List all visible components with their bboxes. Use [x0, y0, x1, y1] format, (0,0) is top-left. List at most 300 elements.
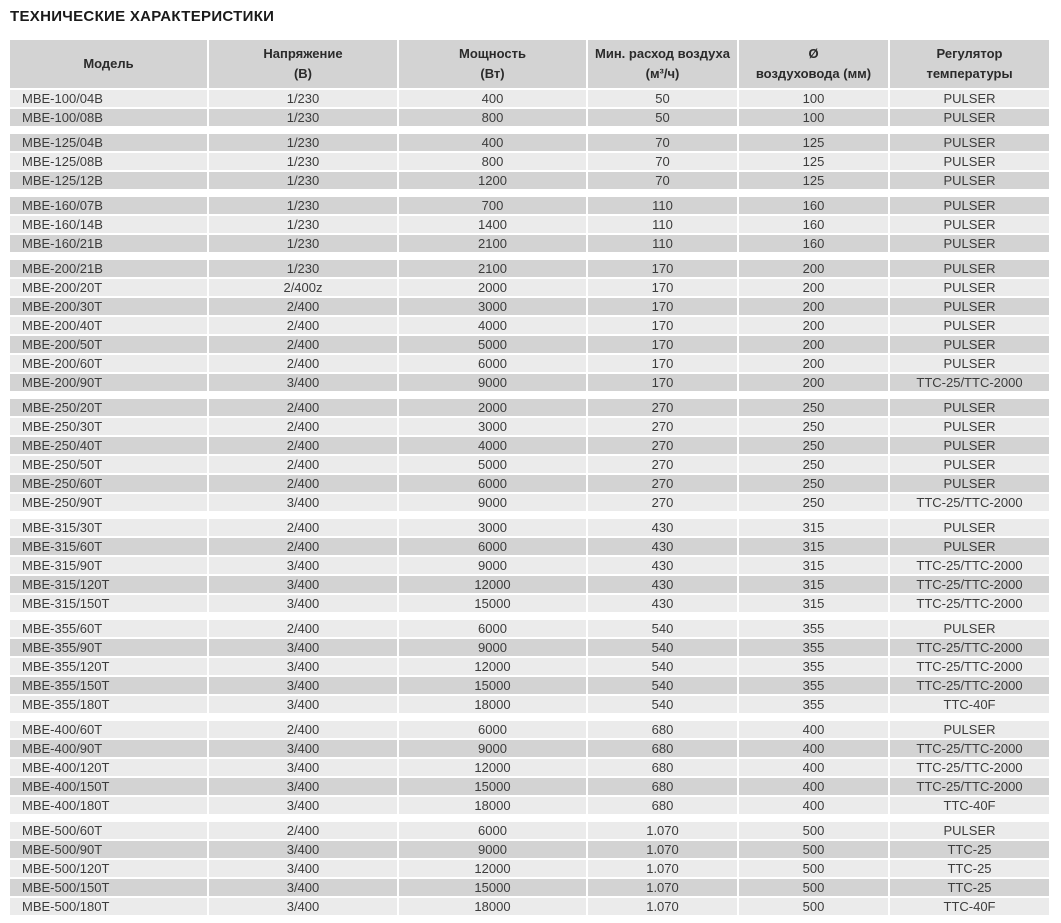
cell-voltage: 3/400 [209, 639, 397, 656]
cell-regulator: PULSER [890, 260, 1049, 277]
cell-model: MBE-355/150T [10, 677, 207, 694]
cell-voltage: 3/400 [209, 759, 397, 776]
cell-power: 9000 [399, 557, 586, 574]
cell-regulator: PULSER [890, 90, 1049, 107]
cell-voltage: 2/400 [209, 355, 397, 372]
cell-voltage: 1/230 [209, 216, 397, 233]
cell-voltage: 2/400 [209, 519, 397, 536]
cell-power: 6000 [399, 721, 586, 738]
cell-regulator: TTC-25/TTC-2000 [890, 677, 1049, 694]
cell-voltage: 2/400 [209, 317, 397, 334]
group-spacer-cell [10, 614, 1049, 618]
cell-regulator: PULSER [890, 437, 1049, 454]
col-header-power-line2: (Вт) [480, 66, 505, 81]
table-row [10, 639, 1049, 656]
cell-model: MBE-355/60T [10, 620, 207, 637]
cell-model: MBE-200/60T [10, 355, 207, 372]
cell-power: 3000 [399, 298, 586, 315]
cell-voltage: 3/400 [209, 677, 397, 694]
cell-diameter: 400 [739, 759, 888, 776]
cell-model: MBE-200/20T [10, 279, 207, 296]
table-row [10, 519, 1049, 536]
cell-voltage: 2/400 [209, 822, 397, 839]
cell-regulator: TTC-25/TTC-2000 [890, 494, 1049, 511]
cell-power: 5000 [399, 456, 586, 473]
cell-model: MBE-200/50T [10, 336, 207, 353]
group-spacer-cell [10, 715, 1049, 719]
cell-airflow: 170 [588, 260, 737, 277]
cell-power: 15000 [399, 778, 586, 795]
group-spacer [10, 614, 1049, 618]
cell-airflow: 680 [588, 721, 737, 738]
table-row [10, 153, 1049, 170]
cell-voltage: 3/400 [209, 696, 397, 713]
cell-power: 2000 [399, 279, 586, 296]
page-title: ТЕХНИЧЕСКИЕ ХАРАКТЕРИСТИКИ [10, 8, 275, 25]
cell-regulator: PULSER [890, 418, 1049, 435]
table-row [10, 860, 1049, 877]
cell-model: MBE-500/150T [10, 879, 207, 896]
cell-power: 800 [399, 109, 586, 126]
cell-power: 4000 [399, 437, 586, 454]
cell-airflow: 540 [588, 658, 737, 675]
cell-regulator: TTC-25/TTC-2000 [890, 639, 1049, 656]
cell-model: MBE-400/120T [10, 759, 207, 776]
cell-model: MBE-250/30T [10, 418, 207, 435]
table-row [10, 494, 1049, 511]
table-row [10, 336, 1049, 353]
cell-regulator: PULSER [890, 538, 1049, 555]
cell-model: MBE-500/180T [10, 898, 207, 915]
cell-power: 3000 [399, 519, 586, 536]
cell-diameter: 200 [739, 317, 888, 334]
cell-airflow: 70 [588, 172, 737, 189]
cell-airflow: 540 [588, 639, 737, 656]
cell-regulator: PULSER [890, 216, 1049, 233]
cell-model: MBE-250/50T [10, 456, 207, 473]
cell-diameter: 315 [739, 557, 888, 574]
cell-airflow: 270 [588, 418, 737, 435]
cell-airflow: 270 [588, 494, 737, 511]
col-header-voltage-line1: Напряжение [263, 46, 343, 61]
cell-voltage: 2/400 [209, 475, 397, 492]
table-row [10, 172, 1049, 189]
cell-model: MBE-100/04B [10, 90, 207, 107]
cell-airflow: 170 [588, 374, 737, 391]
cell-diameter: 500 [739, 860, 888, 877]
group-spacer-cell [10, 393, 1049, 397]
table-row [10, 721, 1049, 738]
group-spacer [10, 816, 1049, 820]
cell-voltage: 2/400 [209, 620, 397, 637]
group-spacer-cell [10, 513, 1049, 517]
cell-airflow: 50 [588, 109, 737, 126]
cell-voltage: 1/230 [209, 90, 397, 107]
cell-voltage: 3/400 [209, 740, 397, 757]
cell-power: 12000 [399, 658, 586, 675]
cell-regulator: PULSER [890, 109, 1049, 126]
cell-power: 4000 [399, 317, 586, 334]
table-row [10, 399, 1049, 416]
table-row [10, 620, 1049, 637]
cell-diameter: 200 [739, 279, 888, 296]
cell-power: 18000 [399, 797, 586, 814]
cell-power: 18000 [399, 898, 586, 915]
cell-model: MBE-200/40T [10, 317, 207, 334]
cell-model: MBE-250/90T [10, 494, 207, 511]
cell-airflow: 170 [588, 298, 737, 315]
cell-airflow: 1.070 [588, 898, 737, 915]
cell-power: 2000 [399, 399, 586, 416]
cell-voltage: 3/400 [209, 879, 397, 896]
cell-diameter: 400 [739, 721, 888, 738]
cell-airflow: 1.070 [588, 879, 737, 896]
table-row [10, 109, 1049, 126]
col-header-voltage [209, 40, 397, 88]
cell-power: 800 [399, 153, 586, 170]
table-row [10, 317, 1049, 334]
cell-model: MBE-355/120T [10, 658, 207, 675]
cell-power: 15000 [399, 677, 586, 694]
cell-airflow: 170 [588, 336, 737, 353]
cell-power: 400 [399, 134, 586, 151]
cell-diameter: 500 [739, 841, 888, 858]
group-spacer [10, 513, 1049, 517]
cell-model: MBE-315/120T [10, 576, 207, 593]
col-header-model-line1: Модель [83, 56, 134, 71]
cell-regulator: TTC-25/TTC-2000 [890, 740, 1049, 757]
cell-model: MBE-500/120T [10, 860, 207, 877]
header-row [10, 40, 1049, 88]
table-row [10, 740, 1049, 757]
cell-diameter: 100 [739, 90, 888, 107]
cell-regulator: PULSER [890, 456, 1049, 473]
cell-model: MBE-125/08B [10, 153, 207, 170]
cell-airflow: 170 [588, 279, 737, 296]
cell-power: 6000 [399, 822, 586, 839]
cell-power: 5000 [399, 336, 586, 353]
cell-regulator: PULSER [890, 399, 1049, 416]
cell-voltage: 1/230 [209, 134, 397, 151]
cell-power: 15000 [399, 595, 586, 612]
cell-diameter: 355 [739, 639, 888, 656]
cell-airflow: 540 [588, 620, 737, 637]
table-row [10, 759, 1049, 776]
cell-regulator: PULSER [890, 153, 1049, 170]
cell-airflow: 540 [588, 696, 737, 713]
cell-diameter: 200 [739, 374, 888, 391]
cell-regulator: TTC-25/TTC-2000 [890, 759, 1049, 776]
cell-voltage: 3/400 [209, 841, 397, 858]
cell-voltage: 2/400 [209, 538, 397, 555]
group-spacer-cell [10, 191, 1049, 195]
cell-voltage: 2/400 [209, 399, 397, 416]
cell-model: MBE-160/14B [10, 216, 207, 233]
cell-model: MBE-250/60T [10, 475, 207, 492]
table-row [10, 134, 1049, 151]
col-header-airflow [588, 40, 737, 88]
cell-model: MBE-125/04B [10, 134, 207, 151]
cell-regulator: PULSER [890, 822, 1049, 839]
cell-regulator: TTC-40F [890, 898, 1049, 915]
cell-diameter: 355 [739, 696, 888, 713]
cell-regulator: PULSER [890, 172, 1049, 189]
cell-power: 3000 [399, 418, 586, 435]
cell-model: MBE-250/20T [10, 399, 207, 416]
cell-model: MBE-100/08B [10, 109, 207, 126]
cell-voltage: 3/400 [209, 576, 397, 593]
cell-airflow: 1.070 [588, 841, 737, 858]
cell-airflow: 270 [588, 475, 737, 492]
cell-power: 12000 [399, 759, 586, 776]
group-spacer-cell [10, 816, 1049, 820]
table-row [10, 437, 1049, 454]
col-header-regulator [890, 40, 1049, 88]
cell-voltage: 2/400 [209, 721, 397, 738]
cell-airflow: 430 [588, 557, 737, 574]
cell-model: MBE-355/180T [10, 696, 207, 713]
cell-diameter: 100 [739, 109, 888, 126]
cell-power: 6000 [399, 620, 586, 637]
cell-diameter: 250 [739, 399, 888, 416]
table-row [10, 778, 1049, 795]
cell-power: 1400 [399, 216, 586, 233]
cell-model: MBE-400/90T [10, 740, 207, 757]
cell-diameter: 355 [739, 677, 888, 694]
cell-power: 6000 [399, 355, 586, 372]
cell-model: MBE-125/12B [10, 172, 207, 189]
cell-voltage: 1/230 [209, 260, 397, 277]
cell-model: MBE-250/40T [10, 437, 207, 454]
cell-airflow: 110 [588, 216, 737, 233]
cell-diameter: 125 [739, 153, 888, 170]
table-row [10, 677, 1049, 694]
cell-airflow: 170 [588, 317, 737, 334]
cell-airflow: 430 [588, 538, 737, 555]
table-row [10, 841, 1049, 858]
cell-airflow: 680 [588, 759, 737, 776]
cell-diameter: 160 [739, 216, 888, 233]
cell-airflow: 270 [588, 399, 737, 416]
cell-voltage: 3/400 [209, 374, 397, 391]
cell-regulator: TTC-25/TTC-2000 [890, 778, 1049, 795]
cell-model: MBE-160/21B [10, 235, 207, 252]
cell-model: MBE-400/60T [10, 721, 207, 738]
cell-diameter: 315 [739, 595, 888, 612]
cell-power: 2100 [399, 235, 586, 252]
table-row [10, 595, 1049, 612]
cell-diameter: 355 [739, 658, 888, 675]
cell-diameter: 500 [739, 822, 888, 839]
cell-airflow: 1.070 [588, 860, 737, 877]
cell-diameter: 500 [739, 898, 888, 915]
table-row [10, 879, 1049, 896]
table-row [10, 355, 1049, 372]
cell-diameter: 250 [739, 475, 888, 492]
cell-power: 1200 [399, 172, 586, 189]
group-spacer [10, 191, 1049, 195]
cell-airflow: 70 [588, 153, 737, 170]
col-header-airflow-line1: Мин. расход воздуха [595, 46, 730, 61]
group-spacer [10, 715, 1049, 719]
specs-table [8, 38, 1051, 917]
cell-regulator: TTC-25 [890, 841, 1049, 858]
cell-diameter: 125 [739, 134, 888, 151]
cell-airflow: 270 [588, 437, 737, 454]
cell-diameter: 400 [739, 797, 888, 814]
cell-voltage: 2/400 [209, 336, 397, 353]
cell-model: MBE-315/60T [10, 538, 207, 555]
cell-power: 9000 [399, 740, 586, 757]
cell-diameter: 250 [739, 437, 888, 454]
table-row [10, 557, 1049, 574]
cell-regulator: PULSER [890, 298, 1049, 315]
cell-regulator: PULSER [890, 355, 1049, 372]
cell-voltage: 3/400 [209, 898, 397, 915]
group-spacer [10, 254, 1049, 258]
cell-model: MBE-355/90T [10, 639, 207, 656]
cell-diameter: 315 [739, 538, 888, 555]
cell-diameter: 355 [739, 620, 888, 637]
table-row [10, 197, 1049, 214]
cell-power: 15000 [399, 879, 586, 896]
cell-airflow: 430 [588, 519, 737, 536]
cell-airflow: 70 [588, 134, 737, 151]
cell-airflow: 680 [588, 797, 737, 814]
cell-diameter: 315 [739, 519, 888, 536]
cell-diameter: 500 [739, 879, 888, 896]
cell-model: MBE-400/180T [10, 797, 207, 814]
cell-voltage: 1/230 [209, 197, 397, 214]
cell-diameter: 250 [739, 494, 888, 511]
cell-diameter: 315 [739, 576, 888, 593]
cell-power: 18000 [399, 696, 586, 713]
group-spacer [10, 128, 1049, 132]
cell-voltage: 3/400 [209, 860, 397, 877]
table-row [10, 456, 1049, 473]
table-row [10, 576, 1049, 593]
cell-airflow: 430 [588, 595, 737, 612]
cell-power: 400 [399, 90, 586, 107]
table-row [10, 822, 1049, 839]
cell-voltage: 3/400 [209, 797, 397, 814]
cell-airflow: 680 [588, 740, 737, 757]
cell-power: 12000 [399, 860, 586, 877]
col-header-model [10, 40, 207, 88]
cell-regulator: TTC-25/TTC-2000 [890, 595, 1049, 612]
cell-model: MBE-200/30T [10, 298, 207, 315]
table-row [10, 374, 1049, 391]
cell-airflow: 1.070 [588, 822, 737, 839]
cell-airflow: 680 [588, 778, 737, 795]
group-spacer [10, 393, 1049, 397]
specs-table-body [10, 90, 1049, 915]
cell-regulator: TTC-25/TTC-2000 [890, 576, 1049, 593]
table-row [10, 235, 1049, 252]
cell-voltage: 1/230 [209, 172, 397, 189]
cell-airflow: 110 [588, 197, 737, 214]
group-spacer-cell [10, 128, 1049, 132]
cell-model: MBE-500/90T [10, 841, 207, 858]
table-row [10, 260, 1049, 277]
col-header-airflow-line2: (м³/ч) [645, 66, 680, 81]
cell-voltage: 2/400 [209, 298, 397, 315]
cell-diameter: 200 [739, 336, 888, 353]
cell-voltage: 2/400 [209, 456, 397, 473]
cell-model: MBE-315/90T [10, 557, 207, 574]
cell-regulator: PULSER [890, 336, 1049, 353]
cell-regulator: PULSER [890, 721, 1049, 738]
cell-voltage: 3/400 [209, 557, 397, 574]
cell-regulator: TTC-25 [890, 860, 1049, 877]
cell-power: 6000 [399, 538, 586, 555]
cell-airflow: 270 [588, 456, 737, 473]
cell-regulator: PULSER [890, 197, 1049, 214]
cell-regulator: PULSER [890, 519, 1049, 536]
table-row [10, 216, 1049, 233]
cell-airflow: 50 [588, 90, 737, 107]
cell-power: 9000 [399, 494, 586, 511]
cell-regulator: TTC-40F [890, 696, 1049, 713]
cell-regulator: PULSER [890, 134, 1049, 151]
cell-regulator: PULSER [890, 235, 1049, 252]
cell-diameter: 200 [739, 260, 888, 277]
cell-power: 6000 [399, 475, 586, 492]
cell-model: MBE-160/07B [10, 197, 207, 214]
table-row [10, 475, 1049, 492]
table-row [10, 90, 1049, 107]
table-row [10, 279, 1049, 296]
table-row [10, 658, 1049, 675]
cell-regulator: TTC-40F [890, 797, 1049, 814]
cell-diameter: 125 [739, 172, 888, 189]
cell-diameter: 250 [739, 456, 888, 473]
cell-model: MBE-400/150T [10, 778, 207, 795]
cell-regulator: TTC-25/TTC-2000 [890, 374, 1049, 391]
cell-regulator: PULSER [890, 620, 1049, 637]
cell-regulator: TTC-25/TTC-2000 [890, 557, 1049, 574]
cell-diameter: 160 [739, 197, 888, 214]
col-header-regulator-line1: Регулятор [936, 46, 1003, 61]
cell-voltage: 1/230 [209, 109, 397, 126]
col-header-power-line1: Мощность [459, 46, 526, 61]
col-header-regulator-line2: температуры [926, 66, 1013, 81]
cell-diameter: 400 [739, 778, 888, 795]
table-row [10, 418, 1049, 435]
cell-diameter: 250 [739, 418, 888, 435]
cell-voltage: 2/400 [209, 418, 397, 435]
col-header-voltage-line2: (В) [293, 66, 313, 81]
col-header-diameter-line2: воздуховода (мм) [755, 66, 872, 81]
cell-model: MBE-315/30T [10, 519, 207, 536]
cell-power: 2100 [399, 260, 586, 277]
cell-airflow: 540 [588, 677, 737, 694]
cell-model: MBE-315/150T [10, 595, 207, 612]
cell-regulator: TTC-25/TTC-2000 [890, 658, 1049, 675]
cell-model: MBE-200/90T [10, 374, 207, 391]
col-header-diameter [739, 40, 888, 88]
table-row [10, 898, 1049, 915]
cell-voltage: 3/400 [209, 494, 397, 511]
cell-power: 9000 [399, 374, 586, 391]
cell-power: 9000 [399, 639, 586, 656]
cell-regulator: PULSER [890, 317, 1049, 334]
cell-regulator: PULSER [890, 279, 1049, 296]
cell-diameter: 160 [739, 235, 888, 252]
cell-voltage: 2/400z [209, 279, 397, 296]
table-row [10, 696, 1049, 713]
cell-diameter: 400 [739, 740, 888, 757]
